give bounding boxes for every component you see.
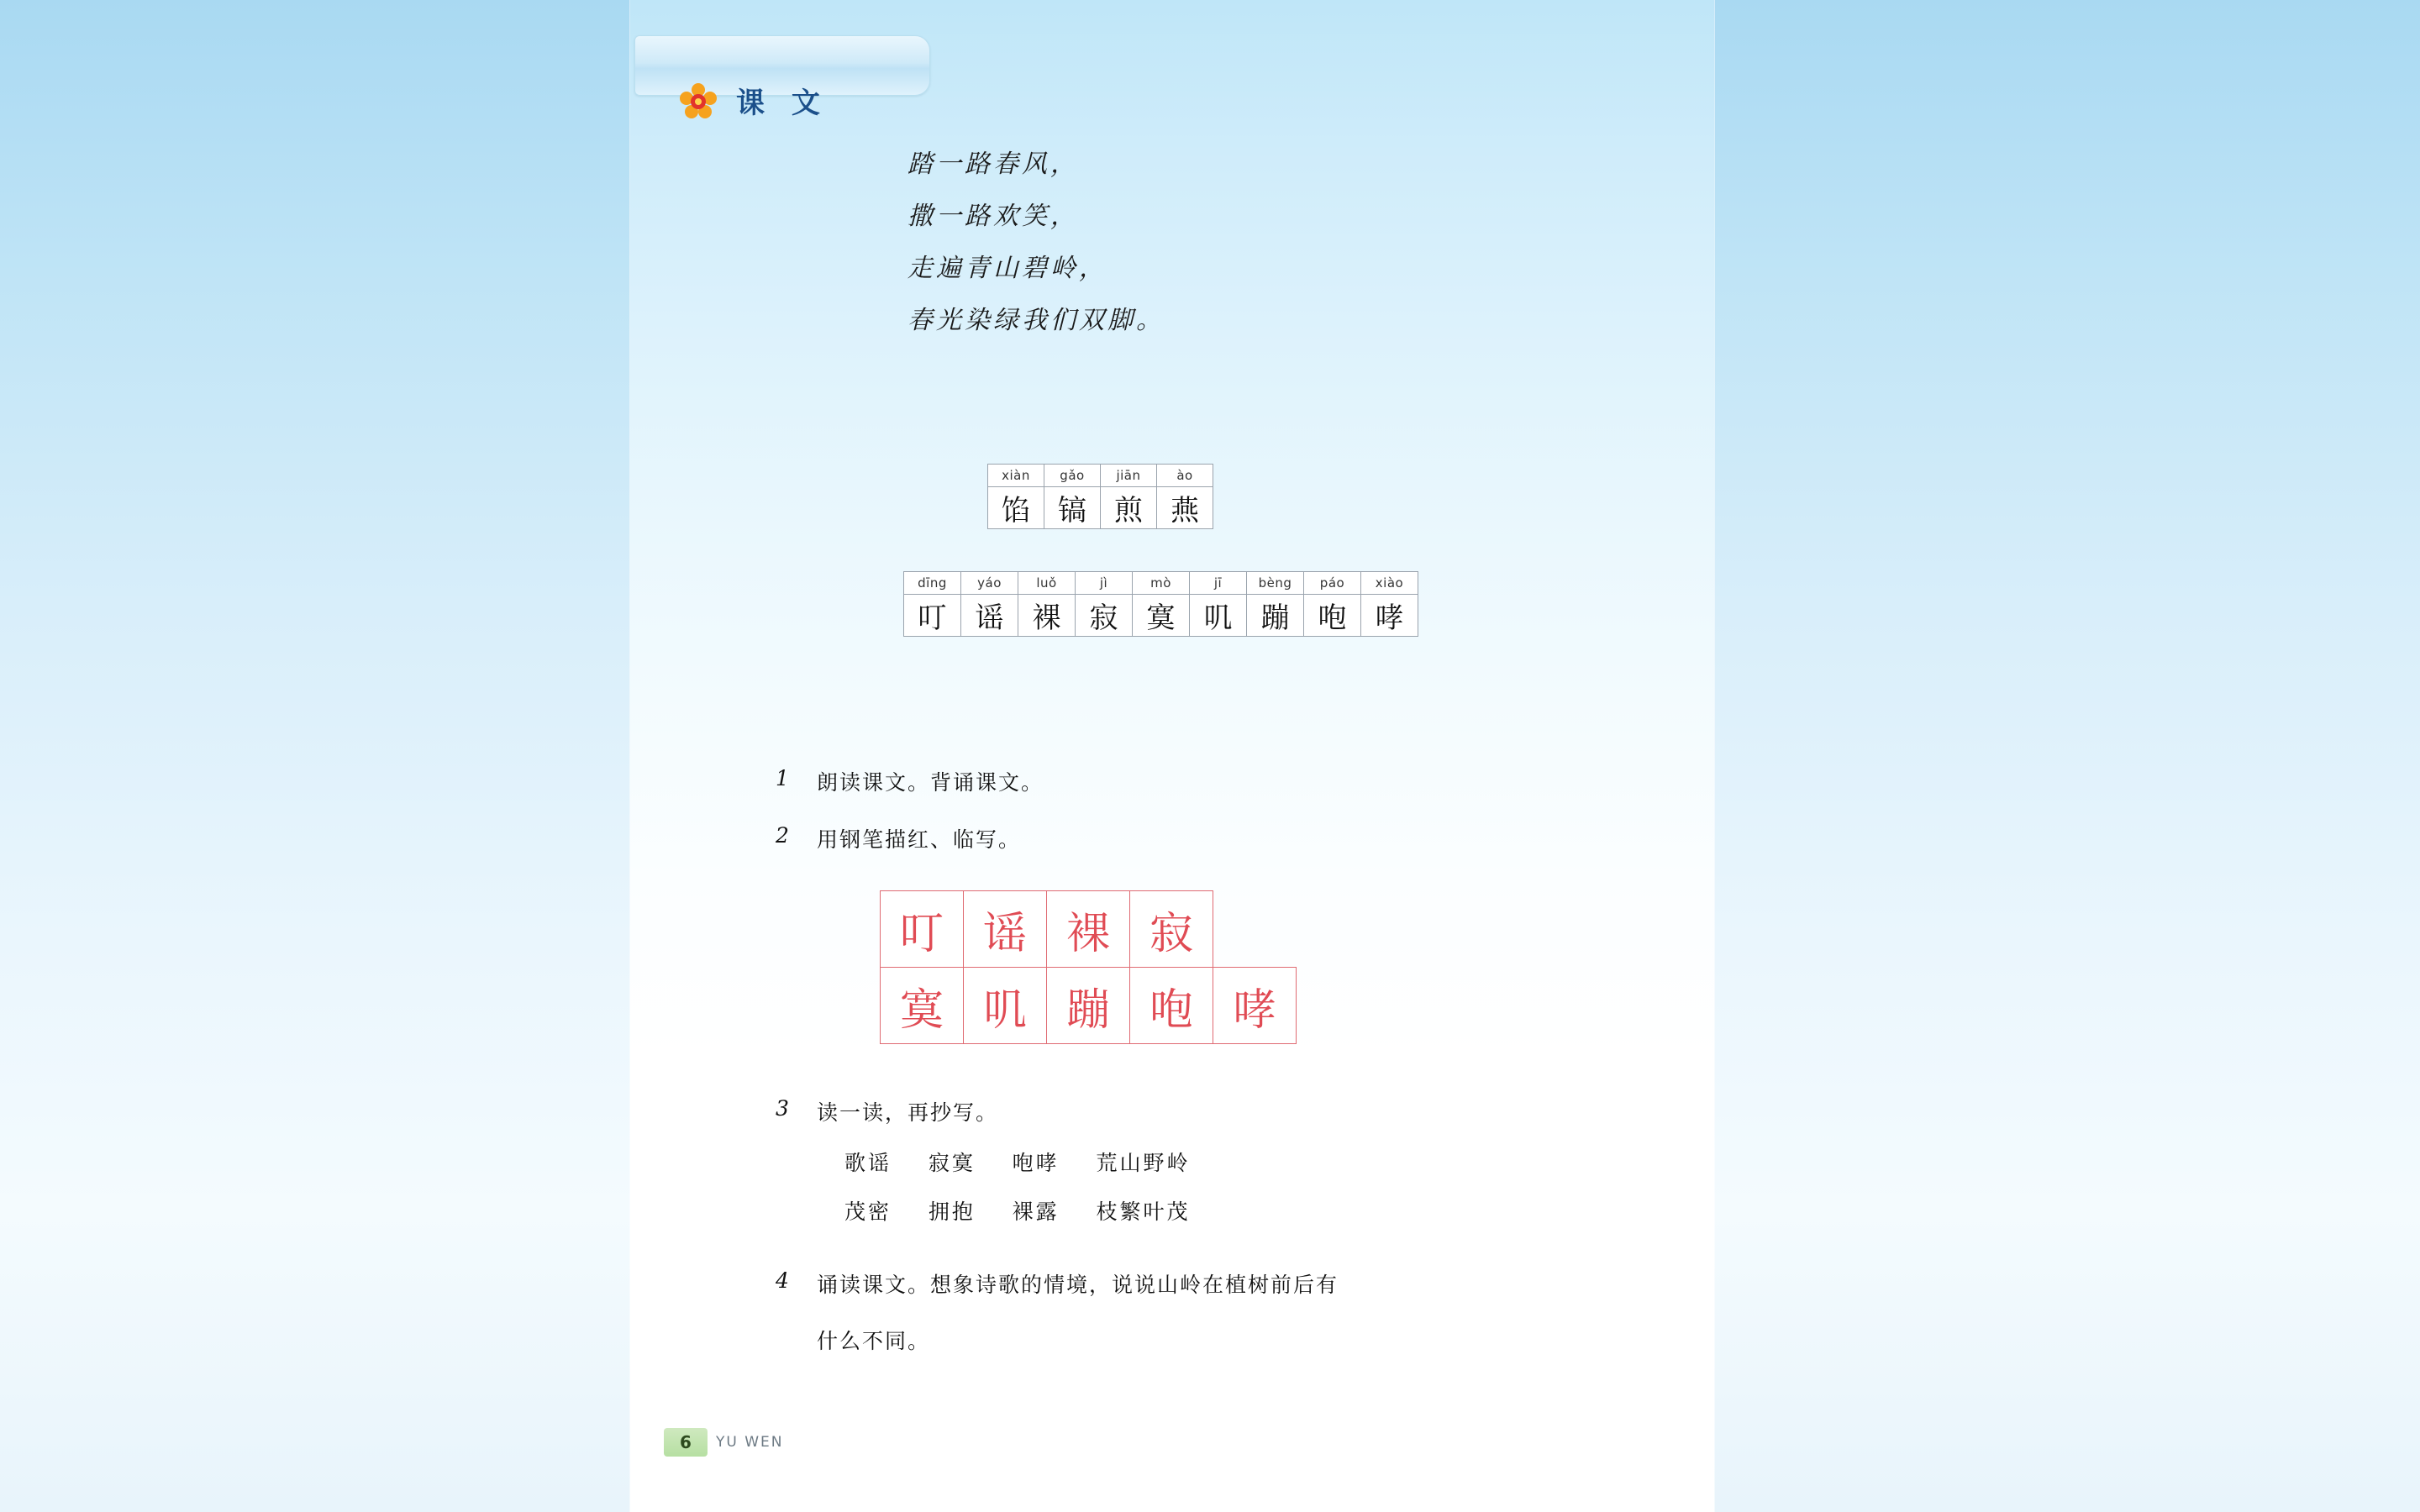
page-footer	[664, 1428, 784, 1457]
tracing-cell: 寂	[1130, 891, 1213, 968]
tracing-cell: 咆	[1130, 968, 1213, 1044]
exercise-text-continued: 什么不同。	[817, 1329, 931, 1353]
exercise-number: 2	[776, 823, 789, 848]
poem-line: 撒一路欢笑，	[908, 202, 1079, 231]
tracing-cell: 裸	[1047, 891, 1130, 968]
pinyin-cell: dīng	[904, 572, 961, 595]
exercise-number: 3	[776, 1096, 789, 1121]
character-cell: 咆	[1304, 595, 1361, 637]
character-cell: 叮	[904, 595, 961, 637]
poem-body	[908, 139, 1428, 347]
pinyin-cell: bèng	[1247, 572, 1304, 595]
character-table-group-2	[903, 571, 1418, 637]
pinyin-row	[904, 572, 1418, 595]
pinyin-cell: mò	[1133, 572, 1190, 595]
tracing-cell: 叮	[881, 891, 964, 968]
word-item: 荒山野岭	[1096, 1151, 1191, 1175]
character-cell: 馅	[988, 487, 1044, 529]
poem-line: 踏一路春风，	[908, 150, 1079, 179]
pinyin-cell: jiān	[1101, 465, 1157, 487]
character-cell: 寂	[1076, 595, 1133, 637]
exercise-text: 诵读课文。想象诗歌的情境，说说山岭在植树前后有	[817, 1273, 1339, 1297]
pinyin-cell: xiàn	[988, 465, 1044, 487]
tracing-cell: 蹦	[1047, 968, 1130, 1044]
word-row	[844, 1147, 1190, 1177]
pinyin-cell: jī	[1190, 572, 1247, 595]
pinyin-cell: gǎo	[1044, 465, 1101, 487]
exercise-text: 用钢笔描红、临写。	[817, 827, 1022, 852]
character-cell: 哮	[1361, 595, 1418, 637]
flower-icon	[679, 82, 718, 121]
tracing-grid	[880, 890, 1297, 1044]
pinyin-cell: yáo	[961, 572, 1018, 595]
poem-line: 走遍青山碧岭，	[908, 254, 1107, 283]
word-list	[844, 1147, 1190, 1226]
character-cell: 谣	[961, 595, 1018, 637]
character-cell: 裸	[1018, 595, 1076, 637]
pinyin-cell: ào	[1157, 465, 1213, 487]
pinyin-row	[988, 465, 1213, 487]
word-item: 枝繁叶茂	[1096, 1200, 1191, 1224]
character-cell: 叽	[1190, 595, 1247, 637]
section-title: 课 文	[736, 87, 829, 120]
tracing-row	[881, 891, 1297, 968]
tracing-cell: 哮	[1213, 968, 1297, 1044]
character-row	[904, 595, 1418, 637]
page-number-badge: 6	[664, 1428, 708, 1457]
word-item: 寂寞	[928, 1151, 976, 1175]
tracing-cell: 叽	[964, 968, 1047, 1044]
textbook-page	[630, 0, 1714, 1512]
pinyin-cell: jì	[1076, 572, 1133, 595]
character-cell: 寞	[1133, 595, 1190, 637]
character-cell: 燕	[1157, 487, 1213, 529]
character-cell: 蹦	[1247, 595, 1304, 637]
word-item: 茂密	[844, 1200, 892, 1224]
character-row	[988, 487, 1213, 529]
word-row	[844, 1195, 1190, 1226]
tracing-row	[881, 968, 1297, 1044]
exercise-text: 朗读课文。背诵课文。	[817, 770, 1044, 795]
character-cell: 镐	[1044, 487, 1101, 529]
tracing-cell: 寞	[881, 968, 964, 1044]
tracing-cell: 谣	[964, 891, 1047, 968]
word-item: 歌谣	[844, 1151, 892, 1175]
section-tab	[634, 35, 930, 120]
pinyin-cell: páo	[1304, 572, 1361, 595]
character-cell: 煎	[1101, 487, 1157, 529]
exercise-text: 读一读，再抄写。	[817, 1100, 999, 1125]
exercise-number: 1	[776, 766, 789, 790]
character-table-group-1	[987, 464, 1213, 529]
poem-line: 春光染绿我们双脚。	[908, 306, 1165, 335]
word-item: 咆哮	[1012, 1151, 1060, 1175]
word-item: 拥抱	[928, 1200, 976, 1224]
word-item: 裸露	[1012, 1200, 1060, 1224]
exercise-number: 4	[776, 1268, 789, 1293]
pinyin-cell: xiào	[1361, 572, 1418, 595]
pinyin-cell: luǒ	[1018, 572, 1076, 595]
footer-label: YU WEN	[716, 1434, 784, 1451]
